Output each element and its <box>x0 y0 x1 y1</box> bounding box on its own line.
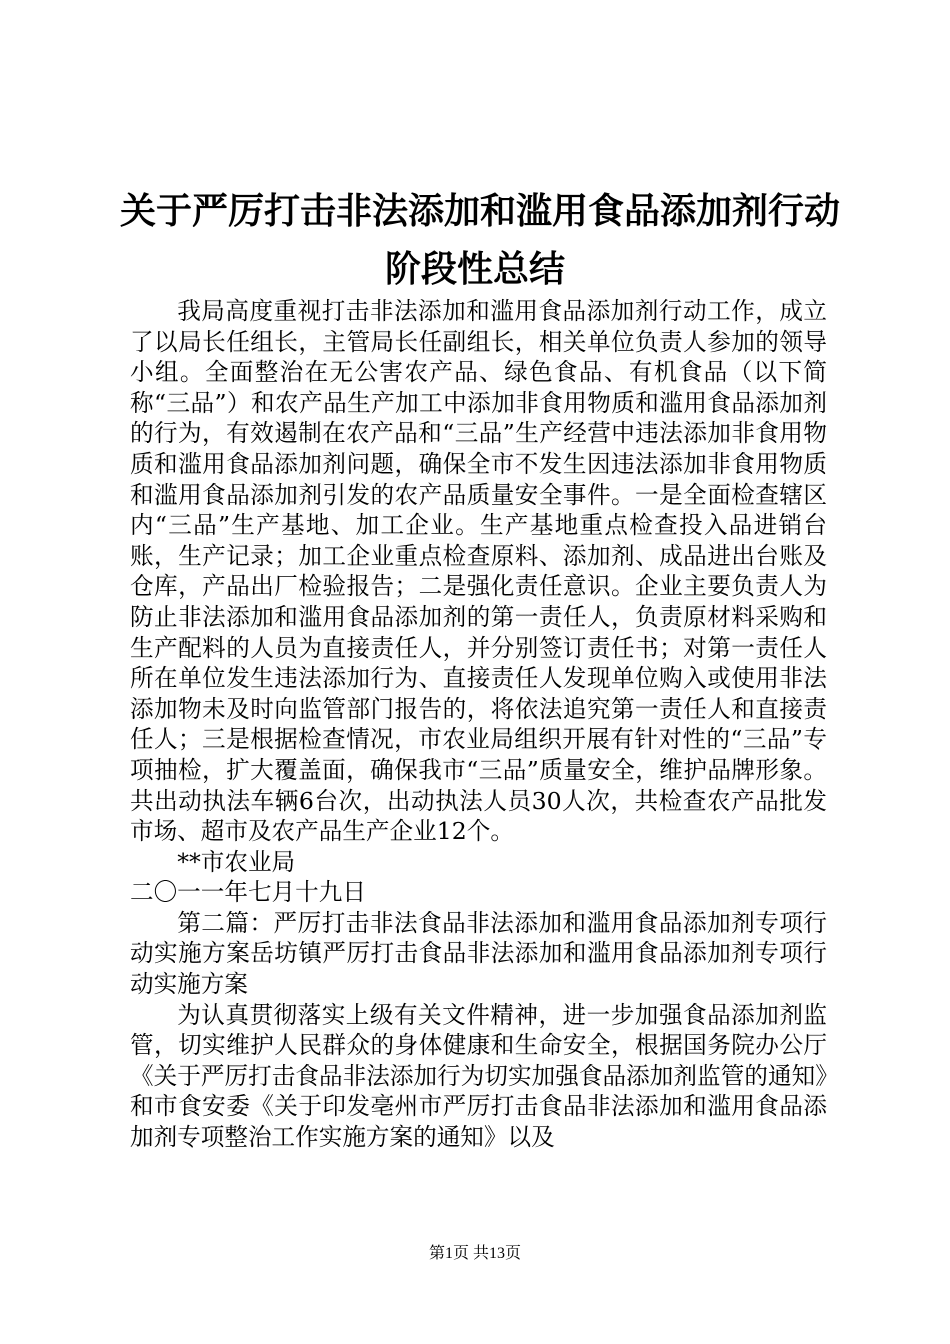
body-paragraph: 为认真贯彻落实上级有关文件精神，进一步加强食品添加剂监管，切实维护人民群众的身体健康和生命安全，根据国务院办公厅《关于严厉打击食品非法添加行为切实加强食品添加剂监管的通知》和市食安委《关于印发亳州市严厉打击食品非法添加和滥用食品添加剂专项整治工作实施方案的通知》以及 <box>130 1000 827 1152</box>
signature: **市农业局 <box>177 847 296 876</box>
date-line: 二〇一一年七月十九日 <box>130 878 366 907</box>
document-body <box>130 296 827 1153</box>
body-paragraph: 我局高度重视打击非法添加和滥用食品添加剂行动工作，成立了以局长任组长，主管局长任副组长，相关单位负责人参加的领导小组。全面整治在无公害农产品、绿色食品、有机食品（以下简称“三品”）和农产品生产加工中添加非食用物质和滥用食品添加剂的行为，有效遏制在农产品和“三品”生产经营中违法添加非食用物质和滥用食品添加剂问题，确保全市不发生因违法添加非食用物质和滥用食品添加剂引发的农产品质量安全事件。一是全面检查辖区内“三品”生产基地、加工企业。生产基地重点检查投入品进销台账，生产记录；加工企业重点检查原料、添加剂、成品进出台账及仓库，产品出厂检验报告；二是强化责任意识。企业主要负责人为防止非法添加和滥用食品添加剂的第一责任人，负责原材料采购和生产配料的人员为直接责任人，并分别签订责任书；对第一责任人所在单位发生违法添加行为、直接责任人发现单位购入或使用非法添加物未及时向监管部门报告的，将依法追究第一责任人和直接责任人；三是根据检查情况，市农业局组织开展有针对性的“三品”专项抽检，扩大覆盖面，确保我市“三品”质量安全，维护品牌形象。共出动执法车辆6台次，出动执法人员30人次，共检查农产品批发市场、超市及农产品生产企业12个。 <box>130 297 827 846</box>
page-footer: 第1页 共13页 <box>428 1245 521 1262</box>
document-title-line-1: 关于严厉打击非法添加和滥用食品添加剂行动 <box>120 191 841 232</box>
document-title-line-2: 阶段性总结 <box>384 249 565 290</box>
section-heading: 第二篇：严厉打击非法食品非法添加和滥用食品添加剂专项行动实施方案岳坊镇严厉打击食品非法添加和滥用食品添加剂专项行动实施方案 <box>130 908 827 999</box>
